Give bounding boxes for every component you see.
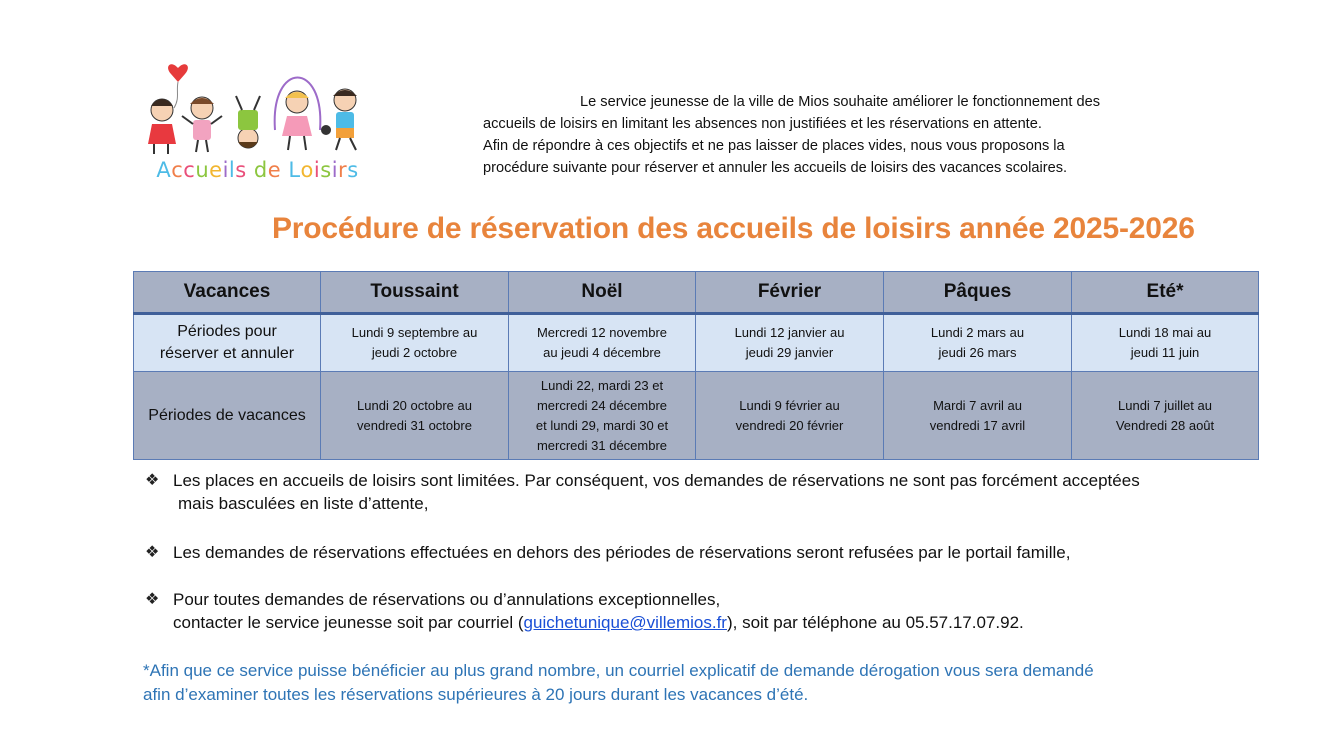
logo-letter: s <box>347 158 359 182</box>
table-header-row <box>134 272 1259 314</box>
bullet-item <box>145 469 1285 515</box>
header-noel: Noël <box>509 272 696 314</box>
cell-line: jeudi 2 octobre <box>371 345 458 360</box>
bullet-text: mais basculées en liste d’attente, <box>178 494 429 513</box>
cell-line: jeudi 11 juin <box>1130 345 1200 360</box>
cell-line: et lundi 29, mardi 30 et <box>535 417 669 433</box>
diamond-bullet-icon: ❖ <box>145 544 160 561</box>
cell-line: mercredi 31 décembre <box>536 437 668 453</box>
cell-line: jeudi 29 janvier <box>745 345 834 360</box>
intro-line: Afin de répondre à ces objectifs et ne pas laisser de places vides, nous vous proposons la <box>483 138 1065 154</box>
page-title: Procédure de réservation des accueils de loisirs année 2025-2026 <box>272 212 1195 245</box>
logo-letter: u <box>195 158 210 182</box>
intro-paragraph <box>483 91 1243 179</box>
header-fevrier: Février <box>696 272 884 314</box>
cell-line: Lundi 18 mai au <box>1118 325 1212 340</box>
logo-letter: c <box>171 158 184 182</box>
cell-noel-reservation <box>509 314 696 372</box>
cell-line: mercredi 24 décembre <box>536 397 668 413</box>
cell-line: Lundi 2 mars au <box>930 325 1025 340</box>
logo-letter: i <box>222 158 229 182</box>
contact-text: contacter le service jeunesse soit par courriel ( <box>173 613 524 632</box>
cell-line: Lundi 9 septembre au <box>351 325 478 340</box>
table-row-vacances <box>134 372 1259 460</box>
cell-fevrier-reservation <box>696 314 884 372</box>
logo-letter: l <box>228 158 236 182</box>
cell-line: jeudi 26 mars <box>938 345 1017 360</box>
logo-letter: e <box>267 158 282 182</box>
cell-line: vendredi 17 avril <box>929 417 1026 433</box>
cell-line: Mercredi 12 novembre <box>536 325 668 340</box>
cell-line: Périodes pour <box>177 323 277 340</box>
cell-line: Lundi 7 juillet au <box>1118 397 1212 413</box>
cell-line: au jeudi 4 décembre <box>543 345 661 360</box>
children-illustration <box>140 40 375 158</box>
cell-ete-vacances <box>1072 372 1259 460</box>
contact-text: ), soit par téléphone au 05.57.17.07.92. <box>726 613 1024 632</box>
header-ete: Eté* <box>1072 272 1259 314</box>
header-paques: Pâques <box>884 272 1072 314</box>
cell-noel-vacances <box>509 372 696 460</box>
accueils-de-loisirs-logo <box>140 40 375 190</box>
logo-letter: i <box>331 158 339 182</box>
row-label-vacances <box>134 372 321 460</box>
logo-text <box>140 158 375 182</box>
cell-line: réserver et annuler <box>159 345 295 362</box>
note-line: afin d’examiner toutes les réservations supérieures à 20 jours durant les vacances d’été. <box>143 685 809 704</box>
intro-line: procédure suivante pour réserver et annuler les accueils de loisirs des vacances scolaires. <box>483 160 1068 176</box>
cell-line: Périodes de vacances <box>148 406 306 424</box>
cell-line: Lundi 12 janvier au <box>734 325 845 340</box>
header-vacances: Vacances <box>134 272 321 314</box>
cell-line: Lundi 20 octobre au <box>357 397 472 413</box>
diamond-bullet-icon: ❖ <box>145 591 160 608</box>
logo-letter: s <box>320 158 332 182</box>
cell-line: Mardi 7 avril au <box>933 397 1022 413</box>
header-toussaint: Toussaint <box>321 272 509 314</box>
bullet-text: Pour toutes demandes de réservations ou d’annulations exceptionnelles, <box>173 590 721 609</box>
logo-letter: e <box>209 158 223 182</box>
table-row-reservation <box>134 314 1259 372</box>
cell-line: Vendredi 28 août <box>1115 417 1215 433</box>
logo-letter: L <box>288 158 301 182</box>
logo-letter: i <box>313 158 321 182</box>
logo-letter <box>247 158 254 182</box>
diamond-bullet-icon: ❖ <box>145 472 160 489</box>
bullet-item <box>145 588 1285 634</box>
reservation-table <box>133 271 1259 460</box>
bullet-text <box>145 611 1285 634</box>
bullet-item <box>145 541 1285 564</box>
cell-fevrier-vacances <box>696 372 884 460</box>
logo-letter: s <box>235 158 247 182</box>
logo-letter: c <box>183 158 196 182</box>
cell-line: vendredi 20 février <box>735 417 844 433</box>
cell-line: vendredi 31 octobre <box>357 417 472 433</box>
intro-line: Le service jeunesse de la ville de Mios souhaite améliorer le fonctionnement des <box>580 94 1100 110</box>
logo-letter: d <box>253 158 268 182</box>
logo-letter: r <box>338 158 348 182</box>
summer-note <box>143 659 1263 707</box>
row-label-reservation <box>134 314 321 372</box>
bullet-text: Les places en accueils de loisirs sont limitées. Par conséquent, vos demandes de réservations ne sont pas forcément acceptées <box>173 471 1140 490</box>
logo-letter: o <box>300 158 314 182</box>
email-link[interactable]: guichetunique@villemios.fr <box>523 613 727 632</box>
cell-toussaint-reservation <box>321 314 509 372</box>
cell-toussaint-vacances <box>321 372 509 460</box>
logo-letter <box>281 158 288 182</box>
note-line: *Afin que ce service puisse bénéficier au plus grand nombre, un courriel explicatif de demande dérogation vous sera demandé <box>143 661 1094 680</box>
cell-paques-reservation <box>884 314 1072 372</box>
cell-paques-vacances <box>884 372 1072 460</box>
bullet-text: Les demandes de réservations effectuées en dehors des périodes de réservations seront refusées par le portail famille, <box>173 543 1071 562</box>
logo-letter: A <box>156 158 172 182</box>
intro-line: accueils de loisirs en limitant les absences non justifiées et les réservations en attente. <box>483 116 1042 132</box>
cell-line: Lundi 9 février au <box>739 397 840 413</box>
cell-line: Lundi 22, mardi 23 et <box>540 377 664 393</box>
cell-ete-reservation <box>1072 314 1259 372</box>
